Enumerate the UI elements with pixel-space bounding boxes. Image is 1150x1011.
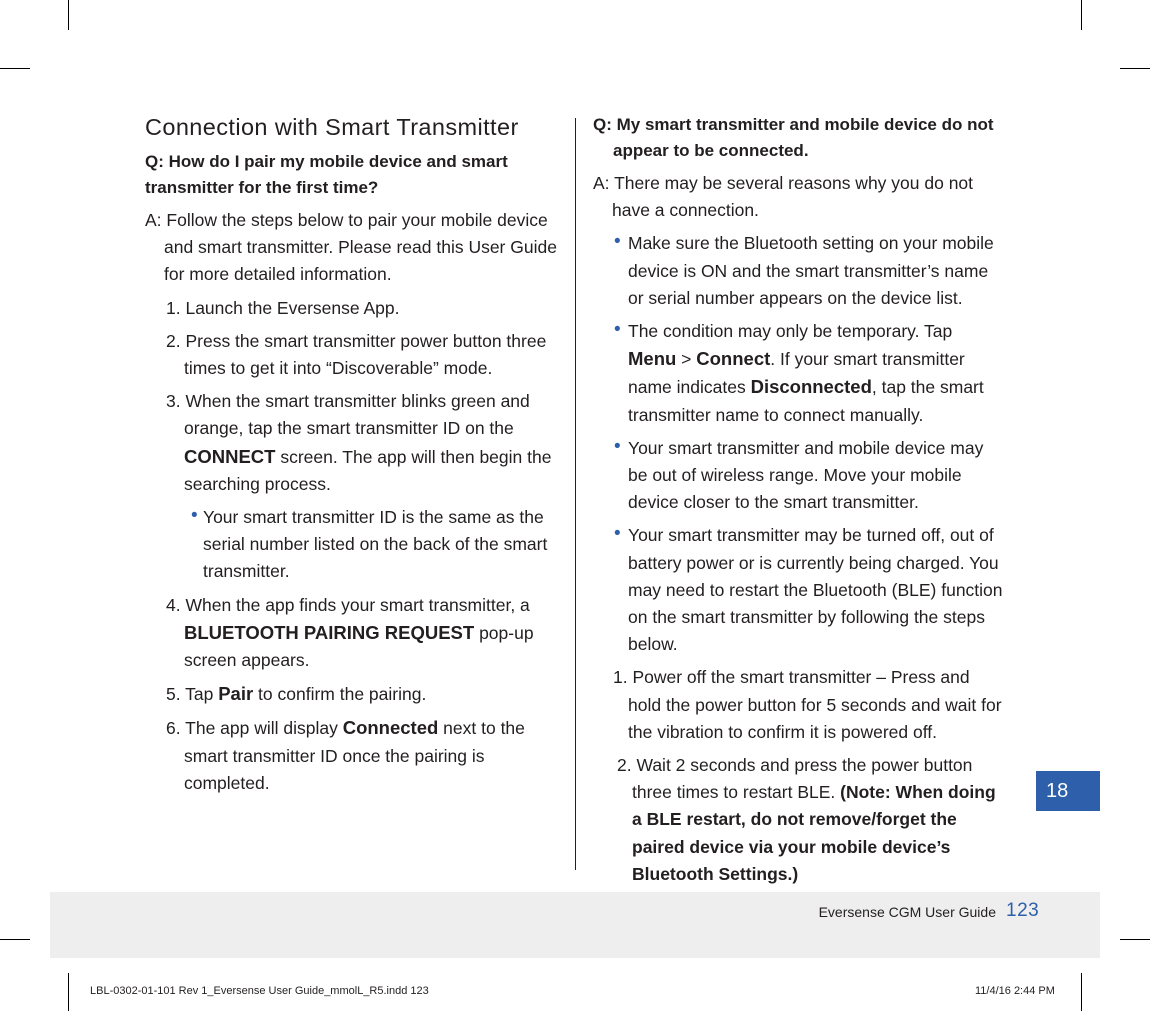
pair-label: Pair <box>218 683 254 705</box>
crop-mark <box>68 0 69 30</box>
slug-mark <box>68 973 69 1011</box>
column-divider <box>575 118 576 870</box>
right-bullet-3: • Your smart transmitter and mobile device may be out of wireless range. Move your mobile device closer to the smart transmitter. <box>593 435 1003 517</box>
right-bullet-2: • The condition may only be temporary. Tap Menu > Connect. If your smart transmitter name indicates Disconnected, tap the smart transmitter name to connect manually. <box>593 318 1003 429</box>
left-step-5: 5. Tap Pair to confirm the pairing. <box>166 683 427 705</box>
right-column <box>593 112 1003 894</box>
bullet-icon: • <box>614 523 621 545</box>
slug-mark <box>1081 973 1082 1011</box>
page-number: 123 <box>1006 900 1040 921</box>
right-bullet-1: • Make sure the Bluetooth setting on your mobile device is ON and the smart transmitter’s name or serial number appears on the device list. <box>593 230 1003 312</box>
section-title: Connection with Smart Transmitter <box>145 114 519 140</box>
right-answer: A: There may be several reasons why you do not have a connection. <box>593 173 974 221</box>
left-answer: A: Follow the steps below to pair your mobile device and smart transmitter. Please read this User Guide for more detailed information. <box>145 210 557 285</box>
footer-band <box>50 892 1100 958</box>
right-question: Q: My smart transmitter and mobile device do not appear to be connected. <box>593 115 994 160</box>
crop-mark <box>0 68 30 69</box>
pairing-request-label: BLUETOOTH PAIRING REQUEST <box>184 621 475 643</box>
crop-mark <box>1120 68 1150 69</box>
bullet-icon: • <box>191 505 198 527</box>
bullet-icon: • <box>614 435 621 457</box>
bullet-icon: • <box>614 319 621 341</box>
crop-mark <box>0 939 30 940</box>
connect-label: Connect <box>696 348 771 370</box>
crop-mark <box>1120 939 1150 940</box>
left-step-1: 1. Launch the Eversense App. <box>166 297 400 318</box>
right-step-1: 1. Power off the smart transmitter – Press and hold the power button for 5 seconds and wait for the vibration to confirm it is powered off. <box>613 667 1002 742</box>
left-column <box>145 112 565 803</box>
chapter-tab: 18 <box>1036 771 1100 811</box>
left-step-4: 4. When the app finds your smart transmitter, a BLUETOOTH PAIRING REQUEST pop-up screen appears. <box>166 594 534 671</box>
ble-note: (Note: When doing a BLE restart, do not remove/forget the paired device via your mobile device’s Bluetooth Settings.) <box>632 782 996 884</box>
bullet-icon: • <box>614 231 621 253</box>
left-step-3-bullet: • Your smart transmitter ID is the same as the serial number listed on the back of the smart transmitter. <box>203 504 565 586</box>
left-step-6: 6. The app will display Connected next to the smart transmitter ID once the pairing is completed. <box>166 717 525 793</box>
crop-mark <box>1081 0 1082 30</box>
connect-screen-label: CONNECT <box>184 445 276 467</box>
connected-label: Connected <box>342 717 439 739</box>
left-step-2: 2. Press the smart transmitter power button three times to get it into “Discoverable” mode. <box>166 330 547 379</box>
right-step-2: 2. Wait 2 seconds and press the power button three times to restart BLE. (Note: When doing a BLE restart, do not remove/forget the paired device via your mobile device’s Bluetooth Settings.) <box>617 755 996 884</box>
right-bullet-4: • Your smart transmitter may be turned off, out of battery power or is currently being charged. You may need to restart the Bluetooth (BLE) function on the smart transmitter by following the steps below. <box>593 522 1003 658</box>
slug-date: 11/4/16 2:44 PM <box>975 985 1055 997</box>
slug-file: LBL-0302-01-101 Rev 1_Eversense User Guide_mmolL_R5.indd 123 <box>90 985 429 997</box>
disconnected-label: Disconnected <box>750 376 872 398</box>
menu-label: Menu <box>628 348 677 370</box>
left-step-3: 3. When the smart transmitter blinks green and orange, tap the smart transmitter ID on the CONNECT screen. The app will then begin the searching process. <box>166 391 552 494</box>
footer-guide-title: Eversense CGM User Guide <box>818 904 996 920</box>
left-question: Q: How do I pair my mobile device and smart transmitter for the first time? <box>145 152 508 197</box>
